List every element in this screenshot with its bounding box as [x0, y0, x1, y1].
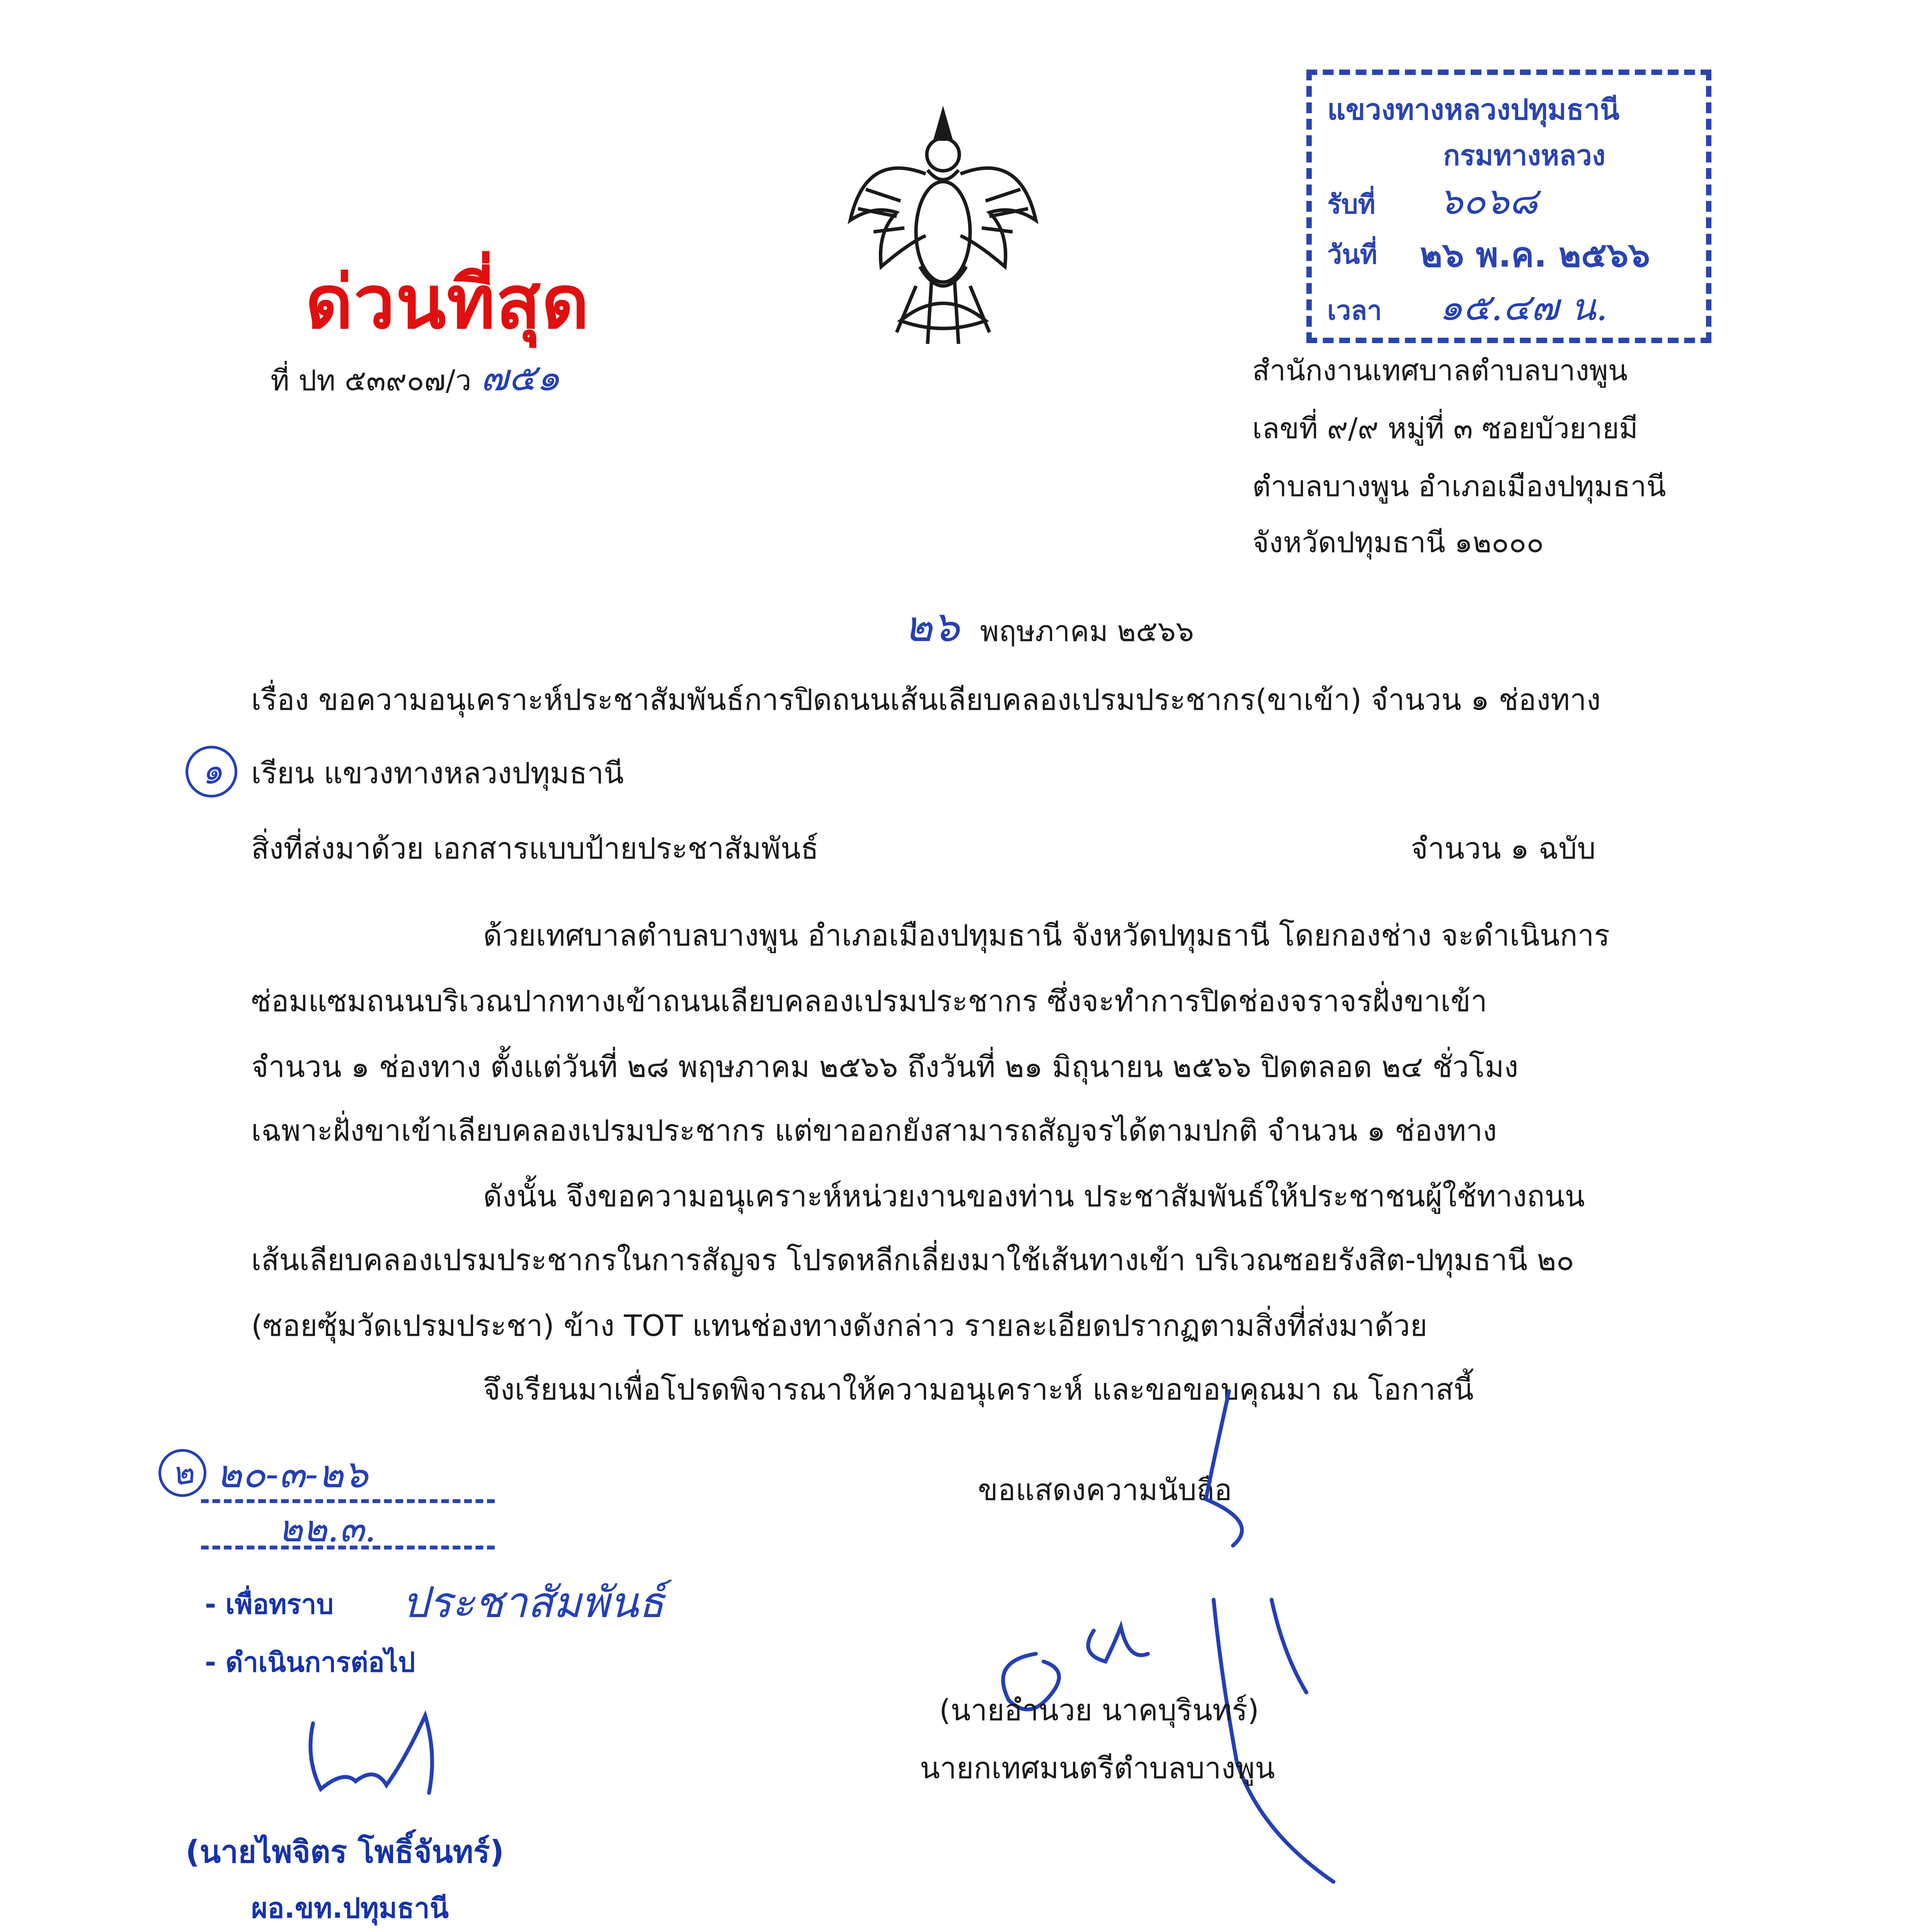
- date-day-handwritten: ๒๖: [904, 602, 960, 651]
- signer-title: นายกเทศมนตรีตำบลบางพูน: [920, 1751, 1275, 1785]
- sender-address-line: จังหวัดปทุมธานี ๑๒๐๐๐: [1252, 526, 1544, 559]
- reference-prefix: ที่ ปท ๕๓๙๐๗/ว: [271, 364, 472, 397]
- annotation-position: ผอ.ขท.ปทุมธานี: [251, 1892, 449, 1924]
- mayor-signature-icon: [966, 1383, 1353, 1886]
- stamp-time: ๑๕.๔๗ น.: [1439, 286, 1608, 329]
- annotation-item-proceed: - ดำเนินการต่อไป: [205, 1646, 415, 1678]
- closing-line: จึงเรียนมาเพื่อโปรดพิจารณาให้ความอนุเคราะห์ และขอขอบคุณมา ณ โอกาสนี้: [483, 1372, 1474, 1406]
- reference-number: [271, 355, 560, 400]
- stamp-time-label: เวลา: [1327, 296, 1382, 326]
- annotation-stamp-strip: [201, 1499, 495, 1549]
- letter-date: [904, 601, 1194, 652]
- stamp-department: กรมทางหลวง: [1443, 139, 1606, 172]
- stamp-office: แขวงทางหลวงปทุมธานี: [1327, 93, 1620, 126]
- urgency-heading: ด่วนที่สุด: [305, 260, 590, 345]
- annotation-item-acknowledge-hand: ประชาสัมพันธ์: [402, 1578, 664, 1627]
- paragraph-line: เส้นเลียบคลองเปรมประชากรในการสัญจร โปรดหลีกเลี่ยงมาใช้เส้นทางเข้า บริเวณซอยรังสิต-ปทุมธานี ๒๐: [251, 1243, 1574, 1277]
- stamp-received-number: ๖๐๖๘: [1439, 179, 1538, 223]
- signer-name: (นายอำนวย นาคบุรินทร์): [939, 1693, 1259, 1727]
- paragraph-line: ดังนั้น จึงขอความอนุเคราะห์หน่วยงานของท่าน ประชาสัมพันธ์ให้ประชาชนผู้ใช้ทางถนน: [483, 1179, 1585, 1213]
- regards-line: ขอแสดงความนับถือ: [978, 1473, 1232, 1507]
- enclosure-line: สิ่งที่ส่งมาด้วย เอกสารแบบป้ายประชาสัมพันธ์: [251, 831, 819, 866]
- stamp-received-label: รับที่: [1327, 189, 1376, 220]
- annotation-name: (นายไพจิตร โพธิ์จันทร์): [186, 1834, 504, 1870]
- paragraph-line: (ซอยซุ้มวัดเปรมประชา) ข้าง TOT แทนช่องทางดังกล่าว รายละเอียดปรากฏตามสิ่งที่ส่งมาด้วย: [251, 1308, 1428, 1343]
- annotation-item-acknowledge: - เพื่อทราบ: [205, 1588, 334, 1620]
- recipient-line: เรียน แขวงทางหลวงปทุมธานี: [251, 756, 624, 790]
- reference-handwritten: ๗๕๑: [480, 356, 560, 399]
- sender-address-line: ตำบลบางพูน อำเภอเมืองปทุมธานี: [1252, 470, 1666, 503]
- stamp-date: ๒๖ พ.ค. ๒๕๖๖: [1420, 235, 1650, 275]
- director-signature-icon: [298, 1700, 460, 1801]
- received-stamp: [1306, 70, 1711, 343]
- paragraph-line: ซ่อมแซมถนนบริเวณปากทางเข้าถนนเลียบคลองเปรมประชากร ซึ่งจะทำการปิดช่องจราจรฝั่งขาเข้า: [251, 984, 1487, 1018]
- sender-address-line: เลขที่ ๙/๙ หมู่ที่ ๓ ซอยบัวยายมี: [1252, 412, 1638, 445]
- subject-line: เรื่อง ขอความอนุเคราะห์ประชาสัมพันธ์การปิดถนนเส้นเลียบคลองเปรมประชากร(ขาเข้า) จำนวน ๑ ช่องทาง: [251, 682, 1601, 717]
- paragraph-line: เฉพาะฝั่งขาเข้าเลียบคลองเปรมประชากร แต่ขาออกยังสามารถสัญจรได้ตามปกติ จำนวน ๑ ช่องทาง: [251, 1113, 1497, 1148]
- date-month-year: พฤษภาคม ๒๕๖๖: [980, 615, 1194, 648]
- sender-address-line: สำนักงานเทศบาลตำบลบางพูน: [1252, 354, 1628, 387]
- enclosure-count: จำนวน ๑ ฉบับ: [1411, 831, 1596, 866]
- paragraph-line: ด้วยเทศบาลตำบลบางพูน อำเภอเมืองปทุมธานี จังหวัดปทุมธานี โดยกองช่าง จะดำเนินการ: [483, 918, 1610, 952]
- paragraph-line: จำนวน ๑ ช่องทาง ตั้งแต่วันที่ ๒๘ พฤษภาคม ๒๕๖๖ ถึงวันที่ ๒๑ มิถุนายน ๒๕๖๖ ปิดตลอด ๒๔ ชั่วโมง: [251, 1049, 1519, 1084]
- annotation-mark-handwritten: ๒: [155, 1445, 210, 1501]
- stamp-date-label: วันที่: [1327, 240, 1377, 270]
- recipient-mark-handwritten: ๑: [181, 741, 242, 803]
- annotation-handwritten-date: ๒๐-๓-๒๖: [216, 1451, 368, 1497]
- annotation-handwritten-line2: ๒๒.๓.: [278, 1507, 376, 1550]
- garuda-emblem-icon: [843, 104, 1044, 352]
